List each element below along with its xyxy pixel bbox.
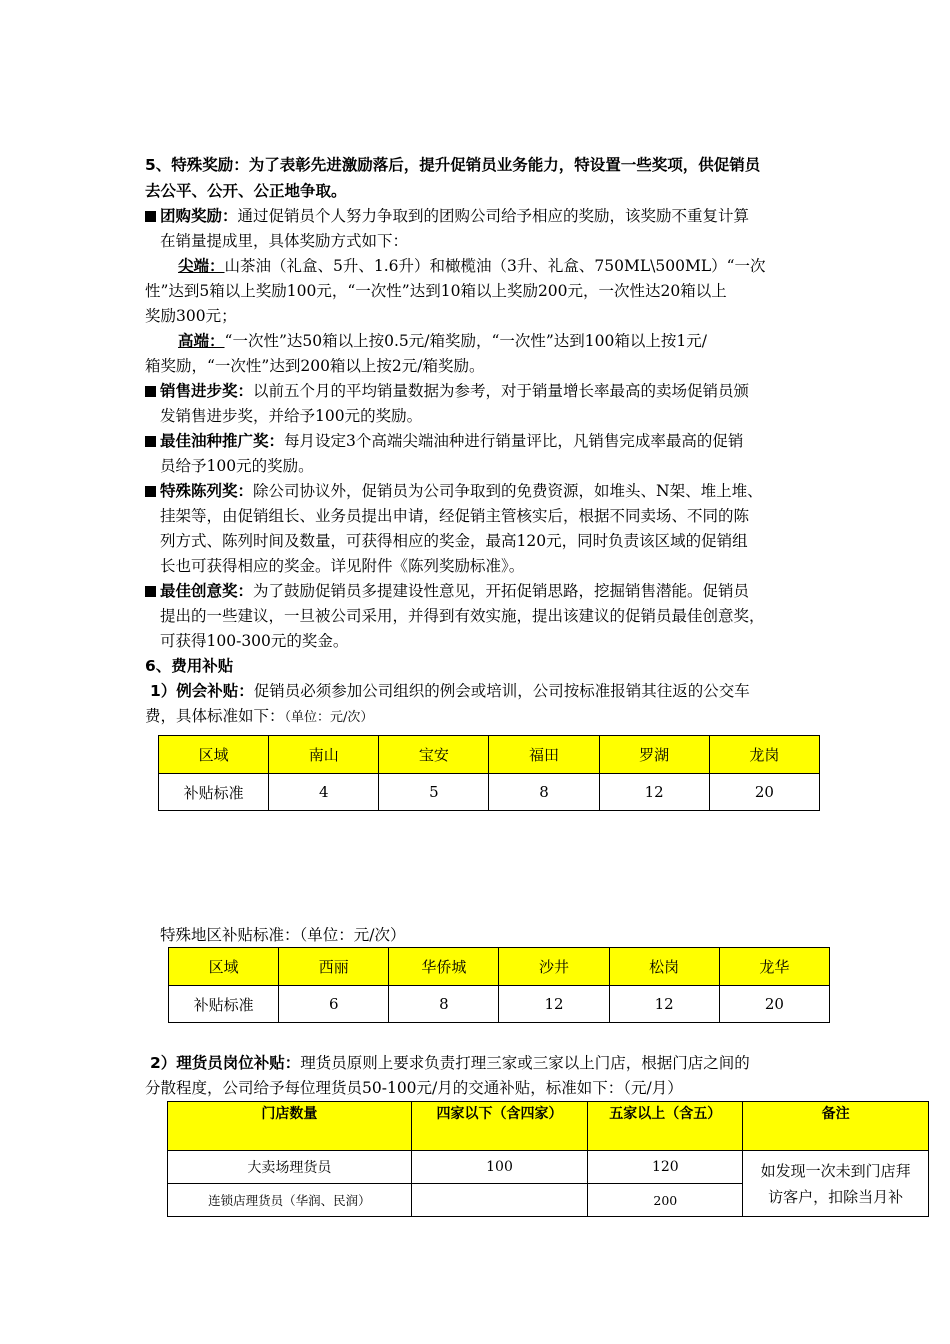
top-end-text: 山茶油（礼盒、5升、1.6升）和橄榄油（3升、礼盒、750ML\500ML）“一次 — [224, 257, 766, 275]
table-header-cell: 宝安 — [379, 736, 489, 774]
table-cell: 20 — [709, 774, 819, 811]
stock-subsidy-table — [167, 1101, 929, 1217]
group-award-text: 通过促销员个人努力争取到的团购公司给予相应的奖励，该奖励不重复计算 — [237, 207, 750, 225]
table-header-row — [159, 736, 820, 774]
table-cell: 连锁店理货员（华润、民润） — [168, 1184, 412, 1217]
meeting-subsidy-line2 — [145, 703, 373, 731]
creative-award-title: 最佳创意奖： — [160, 582, 254, 600]
table-header-cell: 区域 — [159, 736, 269, 774]
high-end-line1 — [178, 328, 707, 354]
meeting-unit: （单位：元/次） — [284, 710, 374, 725]
display-award-text: 除公司协议外，促销员为公司争取到的免费资源，如堆头、N架、堆上堆、 — [253, 482, 763, 500]
table-header-cell: 南山 — [269, 736, 379, 774]
special-area-caption: 特殊地区补贴标准：（单位：元/次） — [160, 926, 406, 944]
group-award-line2: 在销量提成里，具体奖励方式如下： — [160, 232, 409, 250]
table-cell: 4 — [269, 774, 379, 811]
table-cell: 12 — [599, 774, 709, 811]
table-header-cell: 备注 — [743, 1102, 929, 1151]
table-row — [159, 774, 820, 811]
special-area-table — [168, 947, 830, 1023]
table-header-cell: 沙井 — [499, 948, 609, 986]
stock-subsidy-line1 — [150, 1050, 750, 1076]
stock-subsidy-text: 理货员原则上要求负责打理三家或三家以上门店，根据门店之间的 — [300, 1054, 750, 1072]
top-end-line3: 奖励300元； — [145, 307, 237, 325]
table-header-cell: 五家以上（含五） — [588, 1102, 743, 1151]
top-end-line2: 性”达到5箱以上奖励100元，“一次性”达到10箱以上奖励200元，一次性达20箱以上 — [145, 282, 727, 300]
table-row — [168, 1151, 929, 1184]
table-cell: 120 — [588, 1151, 743, 1184]
creative-award-line1 — [145, 578, 749, 604]
oil-award-line2: 员给予100元的奖励。 — [160, 457, 314, 475]
table-cell: 20 — [719, 986, 829, 1023]
creative-award-line2: 提出的一些建议，一旦被公司采用，并得到有效实施，提出该建议的促销员最佳创意奖， — [160, 607, 765, 625]
table-cell: 8 — [389, 986, 499, 1023]
high-end-text: “一次性”达50箱以上按0.5元/箱奖励，“一次性”达到100箱以上按1元/ — [224, 332, 707, 350]
bullet-square-icon — [145, 586, 156, 597]
table-header-cell: 西丽 — [279, 948, 389, 986]
table-cell: 大卖场理货员 — [168, 1151, 412, 1184]
table-header-cell: 龙岗 — [709, 736, 819, 774]
table-header-row — [169, 948, 830, 986]
progress-award-text: 以前五个月的平均销量数据为参考，对于销量增长率最高的卖场促销员颁 — [253, 382, 750, 400]
table-header-cell: 门店数量 — [168, 1102, 412, 1151]
meeting-subsidy-line1 — [150, 678, 750, 704]
meeting-subsidy-text2: 费，具体标准如下： — [145, 707, 285, 725]
table-cell: 100 — [411, 1151, 588, 1184]
meeting-subsidy-table — [158, 735, 820, 811]
meeting-subsidy-title: 1）例会补贴： — [150, 682, 254, 700]
table-cell: 5 — [379, 774, 489, 811]
table-header-cell: 华侨城 — [389, 948, 499, 986]
stock-subsidy-line2: 分散程度，公司给予每位理货员50-100元/月的交通补贴，标准如下：（元/月） — [145, 1079, 683, 1097]
creative-award-text: 为了鼓励促销员多提建设性意见，开拓促销思路，挖掘销售潜能。促销员 — [253, 582, 750, 600]
table-cell — [411, 1184, 588, 1217]
table-cell: 200 — [588, 1184, 743, 1217]
oil-award-title: 最佳油种推广奖： — [160, 432, 285, 450]
table-cell: 补贴标准 — [169, 986, 279, 1023]
bullet-square-icon — [145, 436, 156, 447]
meeting-subsidy-text: 促销员必须参加公司组织的例会或培训，公司按标准报销其往返的公交车 — [253, 682, 750, 700]
table-header-row — [168, 1102, 929, 1151]
display-award-line1 — [145, 478, 763, 504]
bullet-square-icon — [145, 386, 156, 397]
high-end-label: 高端： — [178, 332, 225, 350]
table-cell: 12 — [499, 986, 609, 1023]
section6-heading: 6、费用补贴 — [145, 657, 234, 675]
progress-award-line2: 发销售进步奖，并给予100元的奖励。 — [160, 407, 423, 425]
display-award-title: 特殊陈列奖： — [160, 482, 254, 500]
table-header-cell: 区域 — [169, 948, 279, 986]
table-header-cell: 松岗 — [609, 948, 719, 986]
table-row — [169, 986, 830, 1023]
table-header-cell: 福田 — [489, 736, 599, 774]
table-cell: 8 — [489, 774, 599, 811]
progress-award-line1 — [145, 378, 749, 404]
table-cell: 6 — [279, 986, 389, 1023]
table-cell: 补贴标准 — [159, 774, 269, 811]
group-award-title: 团购奖励： — [160, 207, 238, 225]
table-header-cell: 四家以下（含四家） — [411, 1102, 588, 1151]
top-end-line1 — [178, 253, 766, 279]
progress-award-title: 销售进步奖： — [160, 382, 254, 400]
stock-subsidy-title: 2）理货员岗位补贴： — [150, 1054, 301, 1072]
table-header-cell: 罗湖 — [599, 736, 709, 774]
table-cell: 12 — [609, 986, 719, 1023]
creative-award-line3: 可获得100-300元的奖金。 — [160, 632, 349, 650]
oil-award-text: 每月设定3个高端尖端油种进行销量评比，凡销售完成率最高的促销 — [284, 432, 744, 450]
display-award-line3: 列方式、陈列时间及数量，可获得相应的奖金，最高120元，同时负责该区域的促销组 — [160, 532, 748, 550]
display-award-line2: 挂架等，由促销组长、业务员提出申请，经促销主管核实后，根据不同卖场、不同的陈 — [160, 507, 750, 525]
group-award-line1 — [145, 203, 749, 229]
remark-cell: 如发现一次未到门店拜访客户，扣除当月补 — [743, 1151, 929, 1217]
section5-heading-line2: 去公平、公开、公正地争取。 — [145, 182, 347, 200]
bullet-square-icon — [145, 211, 156, 222]
oil-award-line1 — [145, 428, 743, 454]
high-end-line2: 箱奖励，“一次性”达到200箱以上按2元/箱奖励。 — [145, 357, 485, 375]
display-award-line4: 长也可获得相应的奖金。详见附件《陈列奖励标准》。 — [160, 557, 525, 575]
bullet-square-icon — [145, 486, 156, 497]
table-header-cell: 龙华 — [719, 948, 829, 986]
section5-heading-line1: 5、特殊奖励：为了表彰先进激励落后，提升促销员业务能力，特设置一些奖项，供促销员 — [145, 156, 761, 174]
top-end-label: 尖端： — [178, 257, 225, 275]
